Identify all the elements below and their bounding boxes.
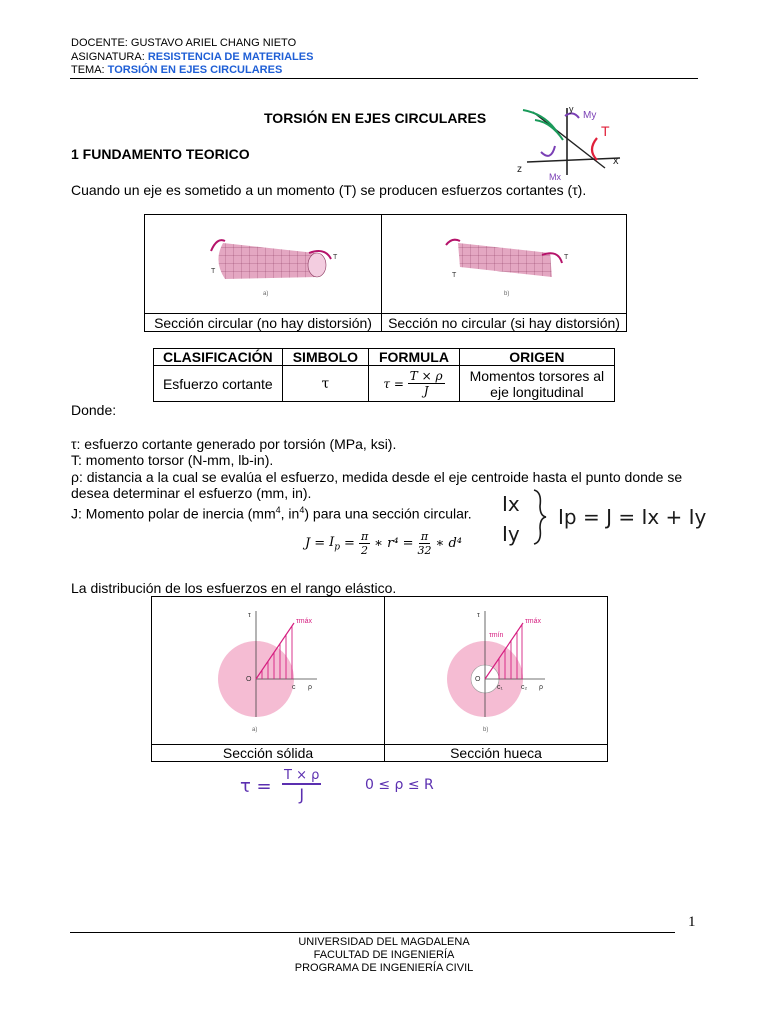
- noncircular-shaft-figure: [382, 215, 626, 313]
- fig2-left-sub: a): [252, 727, 258, 733]
- solid-section-figure: [152, 597, 384, 744]
- figure2-left-cell: [152, 597, 385, 745]
- fig2-right-taumin: τmín: [489, 632, 504, 639]
- fig2-right-o: O: [475, 676, 481, 683]
- hw-den: J: [299, 785, 305, 804]
- figure2-right-cell: [385, 597, 608, 745]
- sketch-t: T: [601, 123, 610, 139]
- circular-shaft-figure: [145, 215, 381, 313]
- cell-simbolo: τ: [282, 366, 369, 402]
- def-t: T: momento torsor (N-mm, lb-in).: [71, 452, 274, 468]
- col-clasificacion: CLASIFICACIÓN: [154, 349, 283, 366]
- figure1-left-cell: [145, 215, 382, 314]
- footer-line1: UNIVERSIDAD DEL MAGDALENA: [298, 936, 470, 948]
- fig1-right-t2: T: [564, 254, 569, 261]
- sketch-my: My: [583, 110, 597, 121]
- col-simbolo: SIMBOLO: [282, 349, 369, 366]
- fj-ip: $I_p$: [329, 534, 341, 553]
- def-j-prefix: J: Momento polar de inercia (mm: [71, 505, 276, 522]
- sketch-mx: Mx: [549, 172, 561, 182]
- def-j-sup1: 4: [275, 505, 281, 515]
- fig1-right-t: T: [452, 272, 457, 279]
- header-asignatura: [71, 50, 313, 64]
- cell-clasificacion: Esfuerzo cortante: [154, 366, 283, 402]
- fj-d4: ∗ d⁴: [435, 536, 462, 551]
- fj-eq3: =: [402, 536, 414, 551]
- header-docente: DOCENTE: GUSTAVO ARIEL CHANG NIETO: [71, 37, 297, 49]
- fj-frac2: $\frac{\pi}{32}$: [417, 530, 432, 557]
- fig2-left-c: c: [292, 684, 296, 691]
- fig2-left-rho: ρ: [308, 684, 312, 691]
- formula-fraction: [408, 369, 445, 398]
- hollow-section-figure: [385, 597, 607, 744]
- fig2-left-taumax: τmáx: [296, 618, 312, 625]
- fig2-right-tau: τ: [477, 612, 480, 619]
- fj-r4: ∗ r⁴: [374, 536, 399, 551]
- fig1-right-sub: b): [504, 291, 510, 297]
- fig1-left-t: T: [211, 268, 216, 275]
- axes-sketch: [505, 100, 630, 185]
- def-j-sup2: 4: [299, 505, 305, 515]
- classification-table: [153, 348, 615, 402]
- def-j-suffix: ) para una sección circular.: [304, 505, 472, 522]
- donde-label: Donde:: [71, 402, 117, 418]
- figure1-right-caption: Sección no circular (si hay distorsión): [382, 314, 627, 332]
- formula-num: T × ρ: [409, 369, 443, 383]
- header-rule: [70, 78, 698, 79]
- header-tema-label: TEMA:: [71, 64, 108, 76]
- fig1-left-sub: a): [263, 291, 269, 297]
- col-origen: ORIGEN: [459, 349, 614, 366]
- formula-den: J: [423, 384, 429, 398]
- fig2-right-taumax: τmáx: [525, 618, 541, 625]
- sketch-x: x: [613, 155, 619, 167]
- formula-lhs: τ =: [383, 376, 404, 391]
- header-asignatura-value: RESISTENCIA DE MATERIALES: [147, 51, 314, 63]
- def-j: [71, 502, 472, 522]
- distribution-text: La distribución de los esfuerzos en el rango elástico.: [71, 580, 397, 596]
- fig2-left-tau: τ: [248, 612, 251, 619]
- figure2-right-caption: Sección hueca: [385, 745, 608, 762]
- fig2-right-rho: ρ: [539, 684, 543, 691]
- def-j-mid: , in: [280, 505, 300, 522]
- figure2-left-caption: Sección sólida: [152, 745, 385, 762]
- footer-rule: [70, 932, 675, 933]
- hw-fraction: [282, 768, 321, 804]
- fj-j: J: [305, 536, 311, 551]
- header-asignatura-label: ASIGNATURA:: [71, 51, 148, 63]
- col-formula: FORMULA: [369, 349, 460, 366]
- fig2-left-o: O: [246, 676, 252, 683]
- sketch-z: z: [517, 164, 522, 175]
- formula-j: [305, 530, 462, 557]
- fig2-right-c2: c₂: [521, 684, 528, 691]
- fig2-right-sub: b): [483, 727, 489, 733]
- fj-frac1: $\frac{\pi}{2}$: [360, 530, 369, 557]
- figure1-right-cell: [382, 215, 627, 314]
- fig2-right-c1: c₁: [497, 684, 503, 691]
- footer-line3: PROGRAMA DE INGENIERÍA CIVIL: [294, 962, 474, 974]
- figure1-left-caption: Sección circular (no hay distorsión): [145, 314, 382, 332]
- hw-range: 0 ≤ ρ ≤ R: [365, 777, 434, 793]
- footer-line2: FACULTAD DE INGENIERÍA: [313, 949, 455, 961]
- sketch-y: y: [569, 104, 574, 114]
- hw-tau-eq: τ =: [240, 776, 272, 797]
- cell-origen: Momentos torsores al eje longitudinal: [459, 366, 614, 402]
- figure2-table: [151, 596, 608, 762]
- fig1-left-t2: T: [333, 254, 338, 261]
- section-heading: 1 FUNDAMENTO TEORICO: [71, 146, 250, 162]
- hw-num: T × ρ: [284, 768, 320, 783]
- page-number: 1: [688, 914, 696, 930]
- cell-formula: [369, 366, 460, 402]
- intro-text: Cuando un eje es sometido a un momento (T) se producen esfuerzos cortantes (τ).: [71, 182, 587, 198]
- header-tema: [71, 63, 282, 77]
- page-title: TORSIÓN EN EJES CIRCULARES: [264, 110, 487, 126]
- hw-brace: [530, 488, 550, 546]
- fj-eq1: =: [314, 536, 326, 551]
- hw-ix: Ix: [502, 492, 520, 516]
- figure1-table: [144, 214, 627, 332]
- def-tau: τ: esfuerzo cortante generado por torsión (MPa, ksi).: [71, 436, 397, 452]
- header-tema-value: TORSIÓN EN EJES CIRCULARES: [107, 64, 283, 76]
- def-rho: ρ: distancia a la cual se evalúa el esfuerzo, medida desde el eje centroide hasta el punto donde se desea determinar el esfuerzo (mm, in).: [71, 469, 683, 501]
- hw-ip-eq: Ip = J = Ix + Iy: [558, 505, 707, 529]
- fj-eq2: =: [344, 536, 355, 551]
- hw-iy: Iy: [502, 522, 520, 546]
